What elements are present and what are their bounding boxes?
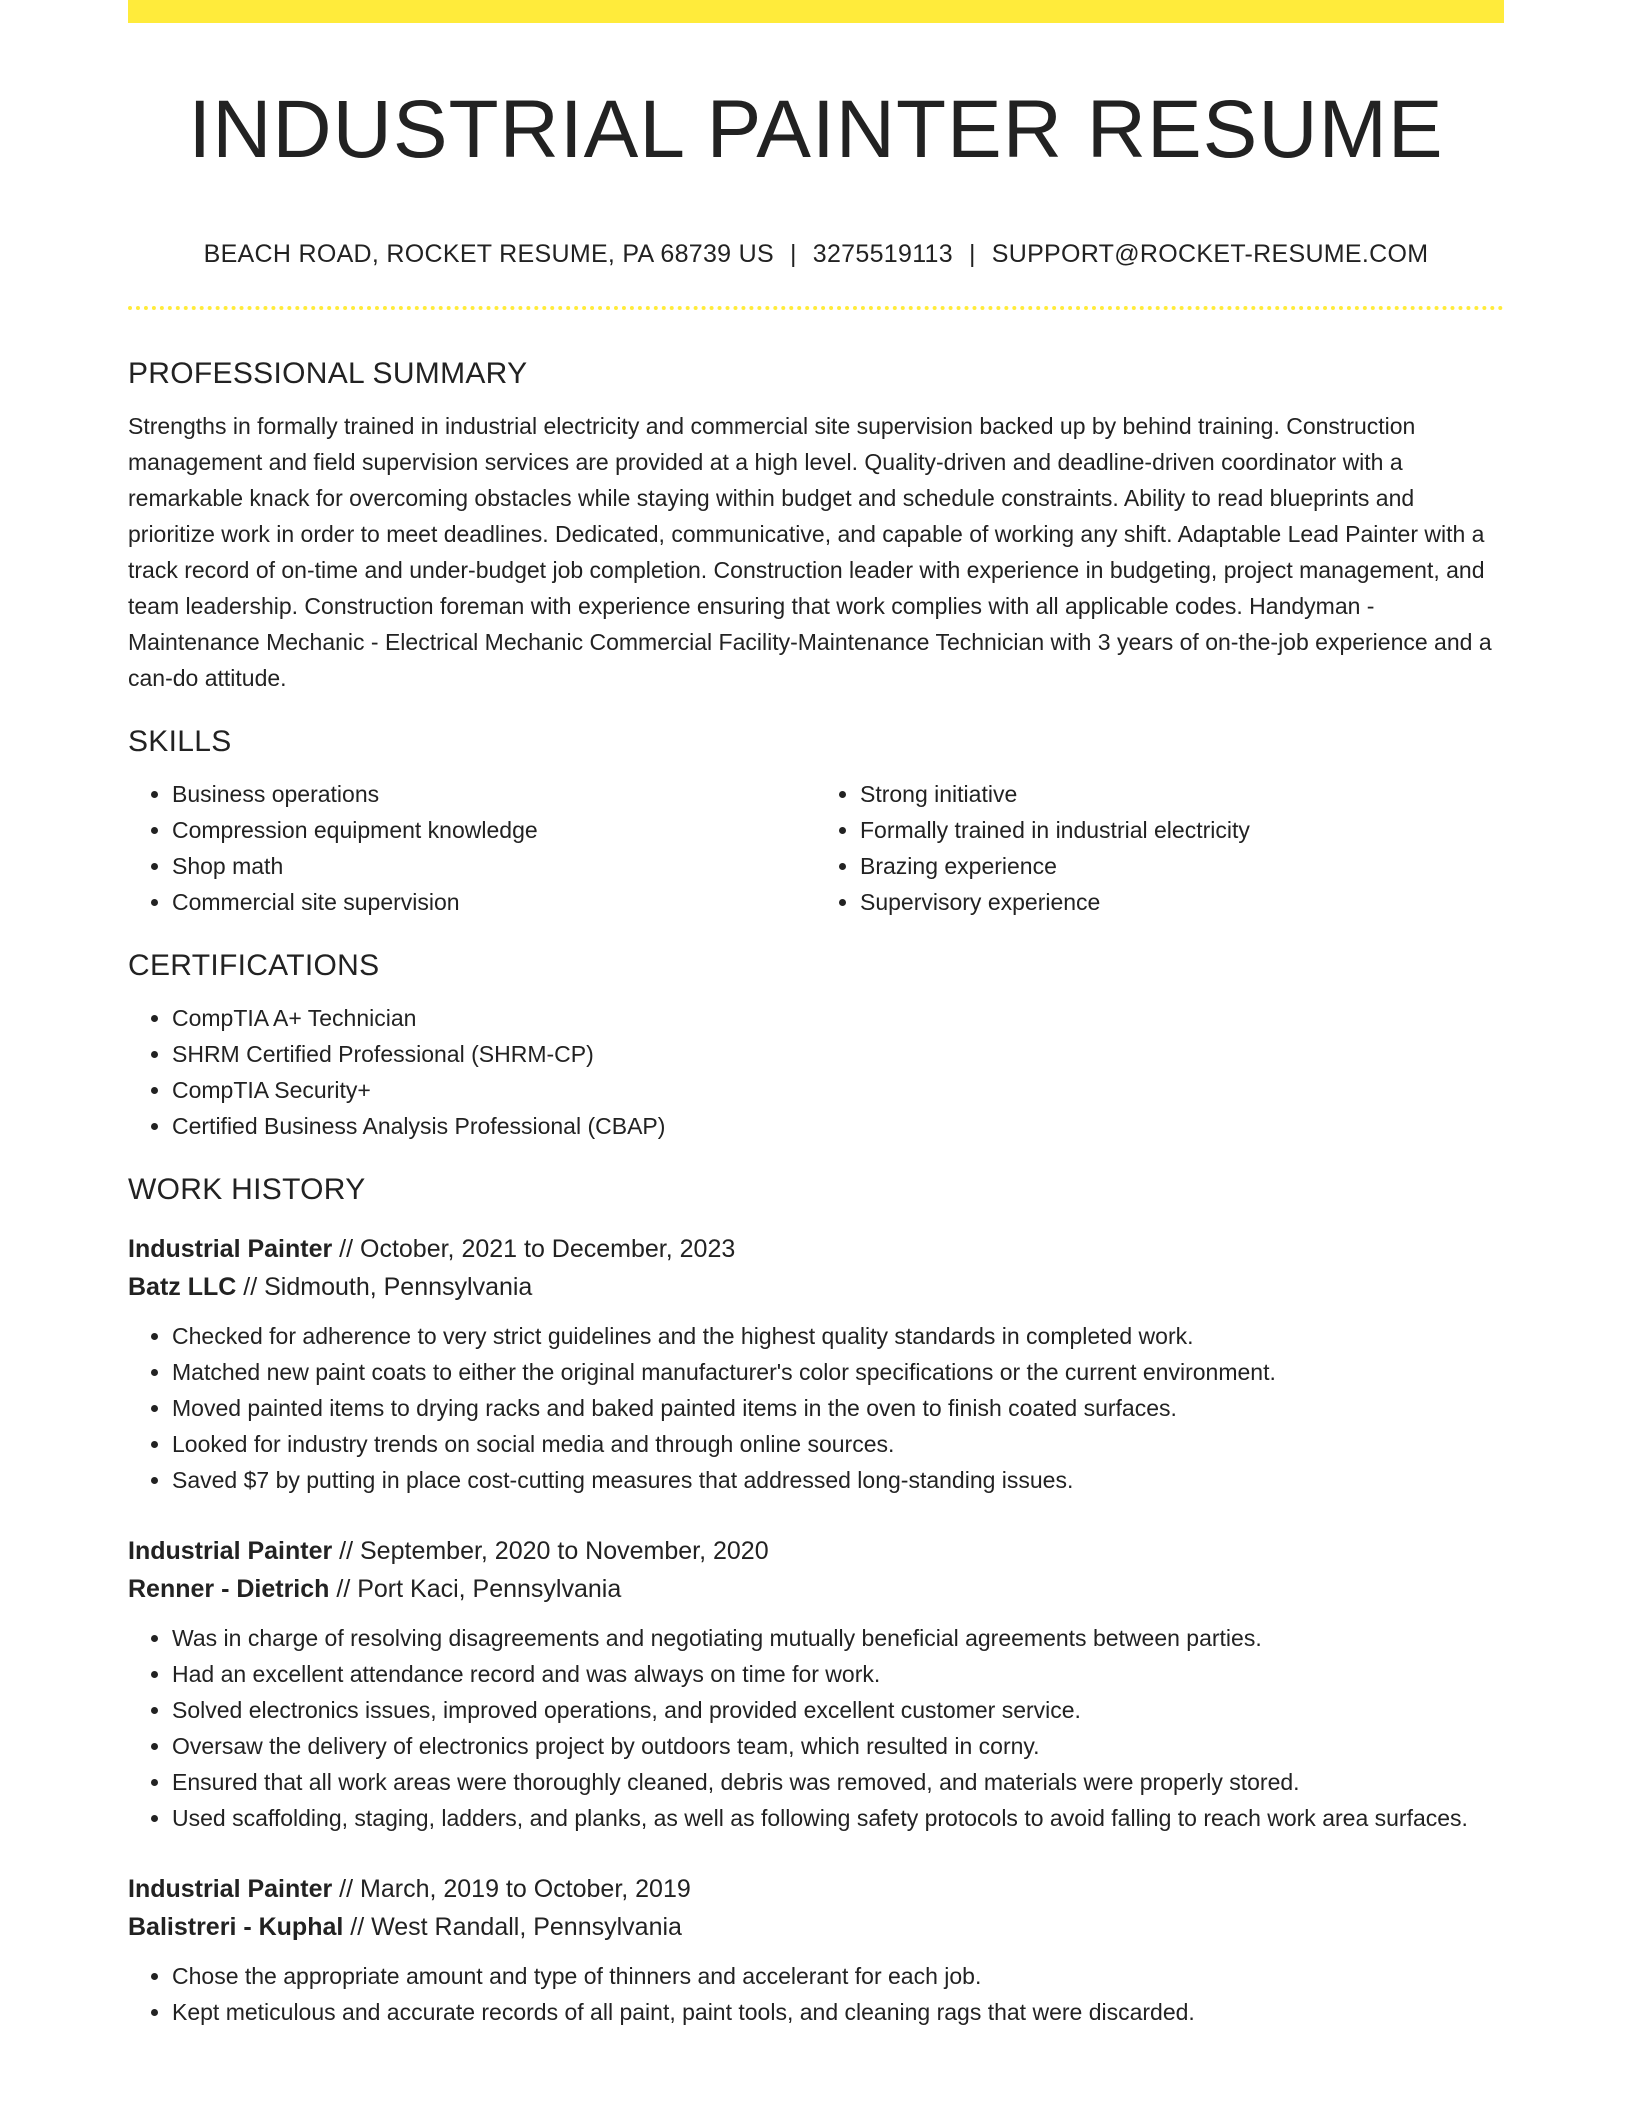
- job-company: Batz LLC: [128, 1273, 237, 1301]
- contact-phone: 3275519113: [812, 240, 953, 268]
- work-history-section: [128, 1166, 1504, 2030]
- list-item: • Business operations: [172, 776, 816, 812]
- list-item: • Oversaw the delivery of electronics project by outdoors team, which resulted in corny.: [172, 1728, 1504, 1764]
- job-bullets: [128, 1318, 1504, 1498]
- job-title: Industrial Painter: [128, 1537, 333, 1565]
- list-item: • CompTIA Security+: [172, 1072, 1504, 1108]
- job-entry: [128, 1230, 1504, 1498]
- job-title-line: [128, 1230, 1504, 1268]
- job-location: // Sidmouth, Pennsylvania: [243, 1273, 533, 1301]
- skills-section: [128, 718, 1504, 920]
- contact-address: BEACH ROAD, ROCKET RESUME, PA 68739 US: [203, 240, 774, 268]
- certifications-list: [128, 1000, 1504, 1144]
- list-item: • Kept meticulous and accurate records of all paint, paint tools, and cleaning rags that were discarded.: [172, 1994, 1504, 2030]
- skills-heading: SKILLS: [128, 725, 232, 758]
- job-title: Industrial Painter: [128, 1235, 333, 1263]
- list-item: • Strong initiative: [860, 776, 1504, 812]
- job-company: Renner - Dietrich: [128, 1575, 330, 1603]
- list-item: • Checked for adherence to very strict guidelines and the highest quality standards in completed work.: [172, 1318, 1504, 1354]
- job-bullets: [128, 1958, 1504, 2030]
- top-accent-bar: [128, 0, 1504, 23]
- summary-heading: PROFESSIONAL SUMMARY: [128, 357, 528, 390]
- summary-section: [128, 350, 1504, 696]
- list-item: • Solved electronics issues, improved operations, and provided excellent customer service.: [172, 1692, 1504, 1728]
- contact-separator: |: [968, 240, 976, 268]
- dotted-divider: [128, 306, 1504, 310]
- job-dates: // March, 2019 to October, 2019: [339, 1875, 691, 1903]
- job-location: // Port Kaci, Pennsylvania: [336, 1575, 622, 1603]
- contact-separator: |: [789, 240, 797, 268]
- job-entry: [128, 1870, 1504, 2030]
- list-item: • Brazing experience: [860, 848, 1504, 884]
- contact-email: SUPPORT@ROCKET-RESUME.COM: [991, 240, 1429, 268]
- list-item: • SHRM Certified Professional (SHRM-CP): [172, 1036, 1504, 1072]
- certifications-section: [128, 942, 1504, 1144]
- list-item: • Saved $7 by putting in place cost-cutting measures that addressed long-standing issues.: [172, 1462, 1504, 1498]
- list-item: • Ensured that all work areas were thoroughly cleaned, debris was removed, and materials were properly stored.: [172, 1764, 1504, 1800]
- list-item: • Certified Business Analysis Professional (CBAP): [172, 1108, 1504, 1144]
- skills-right-list: [816, 776, 1504, 920]
- job-title: Industrial Painter: [128, 1875, 333, 1903]
- job-entry: [128, 1532, 1504, 1836]
- certifications-heading: CERTIFICATIONS: [128, 949, 380, 982]
- job-title-line: [128, 1870, 1504, 1908]
- summary-text: Strengths in formally trained in industrial electricity and commercial site supervision backed up by behind training. Construction management and field supervision services are provided at a high level. Quality-driven and deadline-driven coordinator with a remarkable knack for overcoming obstacles while staying within budget and schedule constraints. Ability to read blueprints and prioritize work in order to meet deadlines. Dedicated, communicative, and capable of working any shift. Adaptable Lead Painter with a track record of on-time and under-budget job completion. Construction leader with experience in budgeting, project management, and team leadership. Construction foreman with experience ensuring that work complies with all applicable codes. Handyman - Maintenance Mechanic - Electrical Mechanic Commercial Facility-Maintenance Technician with 3 years of on-the-job experience and a can-do attitude.: [128, 413, 1492, 691]
- contact-line: [128, 236, 1504, 272]
- job-company: Balistreri - Kuphal: [128, 1913, 344, 1941]
- job-company-line: [128, 1908, 1504, 1946]
- list-item: • Matched new paint coats to either the original manufacturer's color specifications or the current environment.: [172, 1354, 1504, 1390]
- list-item: • Used scaffolding, staging, ladders, and planks, as well as following safety protocols to avoid falling to reach work area surfaces.: [172, 1800, 1504, 1836]
- list-item: • Looked for industry trends on social media and through online sources.: [172, 1426, 1504, 1462]
- list-item: • Formally trained in industrial electricity: [860, 812, 1504, 848]
- resume-body: [128, 350, 1504, 2030]
- work-history-heading: WORK HISTORY: [128, 1173, 366, 1206]
- list-item: • Commercial site supervision: [172, 884, 816, 920]
- list-item: • CompTIA A+ Technician: [172, 1000, 1504, 1036]
- list-item: • Moved painted items to drying racks and baked painted items in the oven to finish coated surfaces.: [172, 1390, 1504, 1426]
- page-title: INDUSTRIAL PAINTER RESUME: [188, 84, 1444, 175]
- list-item: • Compression equipment knowledge: [172, 812, 816, 848]
- job-title-line: [128, 1532, 1504, 1570]
- list-item: • Was in charge of resolving disagreements and negotiating mutually beneficial agreements between parties.: [172, 1620, 1504, 1656]
- job-company-line: [128, 1570, 1504, 1608]
- skills-left-list: [128, 776, 816, 920]
- list-item: • Had an excellent attendance record and was always on time for work.: [172, 1656, 1504, 1692]
- list-item: • Supervisory experience: [860, 884, 1504, 920]
- list-item: • Shop math: [172, 848, 816, 884]
- list-item: • Chose the appropriate amount and type of thinners and accelerant for each job.: [172, 1958, 1504, 1994]
- skills-columns: [128, 766, 1504, 920]
- job-bullets: [128, 1620, 1504, 1836]
- job-dates: // September, 2020 to November, 2020: [339, 1537, 769, 1565]
- job-dates: // October, 2021 to December, 2023: [339, 1235, 736, 1263]
- job-company-line: [128, 1268, 1504, 1306]
- job-location: // West Randall, Pennsylvania: [350, 1913, 682, 1941]
